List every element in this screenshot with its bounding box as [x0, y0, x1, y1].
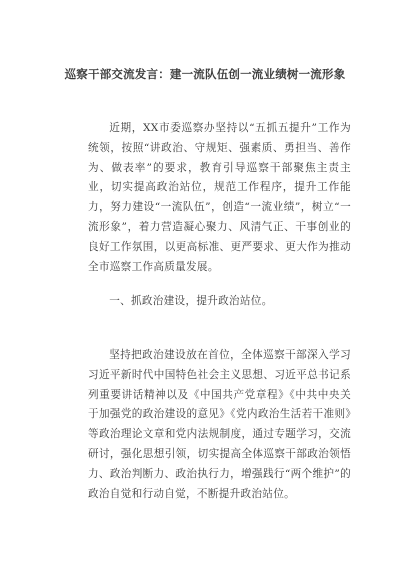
paragraph-1-text: 近期，XX市委巡察办坚持以“五抓五提升”工作为统领，按照“讲政治、守规矩、强素质、勇担当、善作为、做表率”的要求，教育引导巡察干部聚焦主责主业，切实提高政治站位，规范工作程序，提升工作能力，努力建设“一流队伍”，创造“一流业绩”，树立“一流形象”，着力营造凝心聚力、风清气正、干事创业的良好工作氛围，以更高标准、更严要求、更大作为推动全市巡察工作高质量发展。 [88, 122, 351, 273]
paragraph-1 [88, 119, 351, 277]
document-title: 巡察干部交流发言：建一流队伍创一流业绩树一流形象 [64, 67, 346, 81]
paragraph-2-text: 坚持把政治建设放在首位，全体巡察干部深入学习习近平新时代中国特色社会主义思想、习近平总书记系列重要讲话精神以及《中国共产党章程》《中共中央关于加强党的政治建设的意见》《党内政治生活若干准则》等政治理论文章和党内法规制度，通过专题学习，交流研讨，强化思想引领，切实提高全体巡察干部政治领悟力、政治判断力、政治执行力，增强践行“两个维护”的政治自觉和行动自觉，不断提升政治站位。 [88, 349, 351, 500]
paragraph-2 [88, 346, 351, 504]
section-heading-1: 一、抓政治建设，提升政治站位。 [109, 295, 273, 307]
